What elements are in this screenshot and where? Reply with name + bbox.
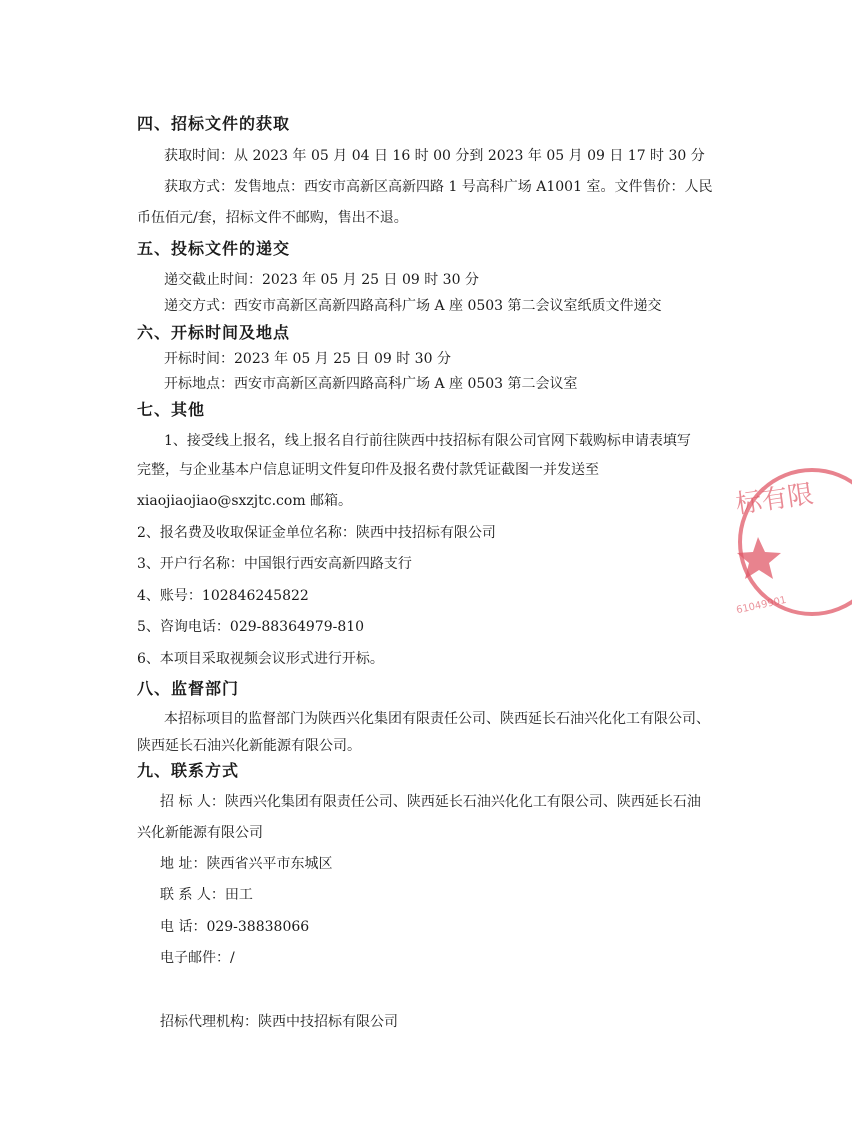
other-item-1-line3: xiaojiaojiao@sxzjtc.com 邮箱。 [137, 493, 353, 509]
contact-phone: 电 话：029-38838066 [160, 919, 310, 935]
section-5-heading: 五、投标文件的递交 [137, 239, 291, 258]
submission-method: 递交方式：西安市高新区高新四路高科广场 A 座 0503 第二会议室纸质文件递交 [164, 298, 662, 314]
section-6-heading: 六、开标时间及地点 [137, 323, 291, 342]
section-9-heading: 九、联系方式 [137, 761, 240, 780]
acquisition-method-line1: 获取方式：发售地点：西安市高新区高新四路 1 号高科广场 A1001 室。文件售价：人民 [164, 179, 713, 195]
other-item-2: 2、报名费及收取保证金单位名称：陕西中技招标有限公司 [137, 525, 496, 541]
contact-person: 联 系 人：田工 [160, 887, 253, 903]
acquisition-time: 获取时间：从 2023 年 05 月 04 日 16 时 00 分到 2023 年 05 月 09 日 17 时 30 分 [164, 148, 705, 164]
other-item-5: 5、咨询电话：029-88364979-810 [137, 619, 365, 635]
contact-address: 地 址：陕西省兴平市东城区 [160, 856, 333, 872]
opening-place: 开标地点：西安市高新区高新四路高科广场 A 座 0503 第二会议室 [164, 376, 578, 392]
tender-agency: 招标代理机构：陕西中技招标有限公司 [160, 1014, 398, 1030]
contact-email: 电子邮件：/ [160, 950, 235, 966]
other-item-6: 6、本项目采取视频会议形式进行开标。 [137, 651, 384, 667]
supervision-text-line2: 陕西延长石油兴化新能源有限公司。 [137, 738, 361, 754]
submission-deadline: 递交截止时间：2023 年 05 月 25 日 09 时 30 分 [164, 272, 479, 288]
tenderer-line1: 招 标 人：陕西兴化集团有限责任公司、陕西延长石油兴化化工有限公司、陕西延长石油 [160, 794, 701, 810]
seal-text-top: 标有限 [733, 479, 816, 520]
section-7-heading: 七、其他 [137, 400, 206, 419]
other-item-4: 4、账号：102846245822 [137, 588, 309, 604]
other-item-1-line1: 1、接受线上报名，线上报名自行前往陕西中技招标有限公司官网下载购标申请表填写 [164, 433, 691, 449]
acquisition-method-line2: 币伍佰元/套，招标文件不邮购，售出不退。 [137, 210, 408, 226]
supervision-text-line1: 本招标项目的监督部门为陕西兴化集团有限责任公司、陕西延长石油兴化化工有限公司、 [164, 711, 710, 727]
seal-text-bottom: 61049901 [735, 594, 788, 617]
seal-star-icon [737, 537, 781, 579]
other-item-1-line2: 完整，与企业基本户信息证明文件复印件及报名费付款凭证截图一并发送至 [137, 462, 599, 478]
opening-time: 开标时间：2023 年 05 月 25 日 09 时 30 分 [164, 351, 451, 367]
section-8-heading: 八、监督部门 [137, 679, 240, 698]
tenderer-line2: 兴化新能源有限公司 [137, 825, 263, 841]
other-item-3: 3、开户行名称：中国银行西安高新四路支行 [137, 556, 412, 572]
company-seal [732, 462, 852, 622]
section-4-heading: 四、招标文件的获取 [137, 114, 291, 133]
